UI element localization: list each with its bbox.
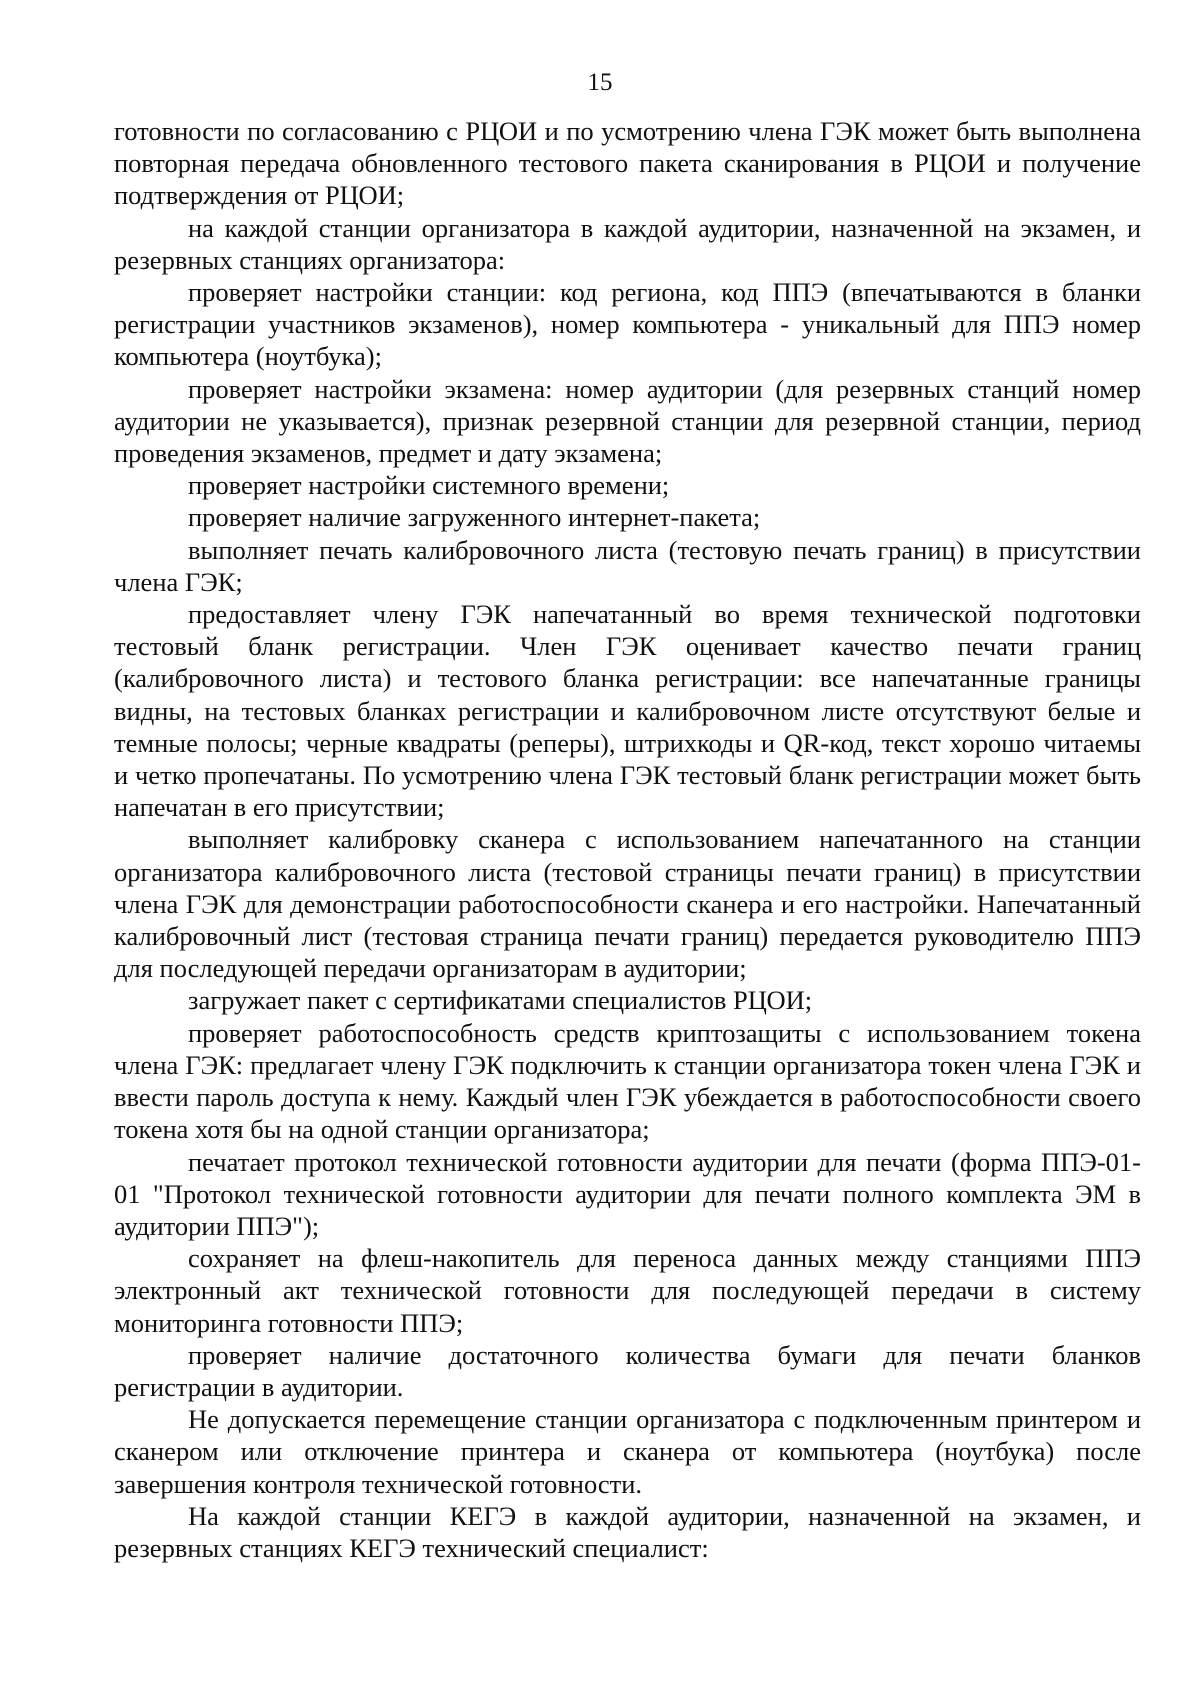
paragraph-calibration-print: выполняет печать калибровочного листа (тестовую печать границ) в присутствии члена ГЭК;	[114, 534, 1141, 597]
paragraph-crypto-token: проверяет работоспособность средств криптозащиты с использованием токена члена ГЭК: предлагает члену ГЭК подключить к станции организатора токен члена ГЭК и ввести пароль доступа к нему. Каждый член ГЭК убеждается в работоспособности своего токена хотя бы на одной станции организатора;	[114, 1017, 1141, 1145]
page-number: 15	[587, 69, 613, 96]
paragraph-no-moving: Не допускается перемещение станции организатора с подключенным принтером и сканером или отключение принтера и сканера от компьютера (ноутбука) после завершения контроля технической готовности.	[114, 1404, 1141, 1499]
paragraph-paper-check: проверяет наличие достаточного количества бумаги для печати бланков регистрации в аудитории.	[114, 1339, 1141, 1402]
paragraph-kege-stations: На каждой станции КЕГЭ в каждой аудитории, назначенной на экзамен, и резервных станциях КЕГЭ технический специалист:	[114, 1500, 1141, 1563]
paragraph-exam-settings: проверяет настройки экзамена: номер аудитории (для резервных станций номер аудитории не указывается), признак резервной станции для резервной станции, период проведения экзаменов, предмет и дату экзамена;	[114, 373, 1141, 469]
document-body	[114, 115, 1141, 1564]
paragraph-station-settings: проверяет настройки станции: код региона, код ППЭ (впечатываются в бланки регистрации участников экзаменов), номер компьютера - уникальный для ППЭ номер компьютера (ноутбука);	[114, 277, 1141, 372]
paragraph-system-time: проверяет настройки системного времени;	[188, 470, 670, 501]
paragraph-test-form: предоставляет члену ГЭК напечатанный во время технической подготовки тестовый бланк регистрации. Член ГЭК оценивает качество печати границ (калибровочного листа) и тестового бланка регистрации: все напечатанные границы видны, на тестовых бланках регистрации и калибровочном листе отсутствуют белые и темные полосы; черные квадраты (реперы), штрихкоды и QR-код, текст хорошо читаемы и четко пропечатаны. По усмотрению члена ГЭК тестовый бланк регистрации может быть напечатан в его присутствии;	[114, 599, 1141, 823]
paragraph-certificates: загружает пакет с сертификатами специалистов РЦОИ;	[188, 985, 813, 1016]
paragraph-internet-package: проверяет наличие загруженного интернет-пакета;	[188, 502, 761, 533]
paragraph-station-intro: на каждой станции организатора в каждой аудитории, назначенной на экзамен, и резервных станциях организатора:	[114, 212, 1141, 275]
paragraph-readiness-protocol: печатает протокол технической готовности аудитории для печати (форма ППЭ-01-01 "Протокол технической готовности аудитории для печати полного комплекта ЭМ в аудитории ППЭ");	[114, 1146, 1141, 1241]
paragraph-scanner-calibration: выполняет калибровку сканера с использованием напечатанного на станции организатора калибровочного листа (тестовой страницы печати границ) в присутствии члена ГЭК для демонстрации работоспособности сканера и его настройки. Напечатанный калибровочный лист (тестовая страница печати границ) передается руководителю ППЭ для последующей передачи организаторам в аудитории;	[114, 824, 1141, 984]
paragraph-continuation: готовности по согласованию с РЦОИ и по усмотрению члена ГЭК может быть выполнена повторная передача обновленного тестового пакета сканирования в РЦОИ и получение подтверждения от РЦОИ;	[114, 116, 1141, 211]
paragraph-flash-drive: сохраняет на флеш-накопитель для переноса данных между станциями ППЭ электронный акт технической готовности для последующей передачи в систему мониторинга готовности ППЭ;	[114, 1243, 1141, 1338]
